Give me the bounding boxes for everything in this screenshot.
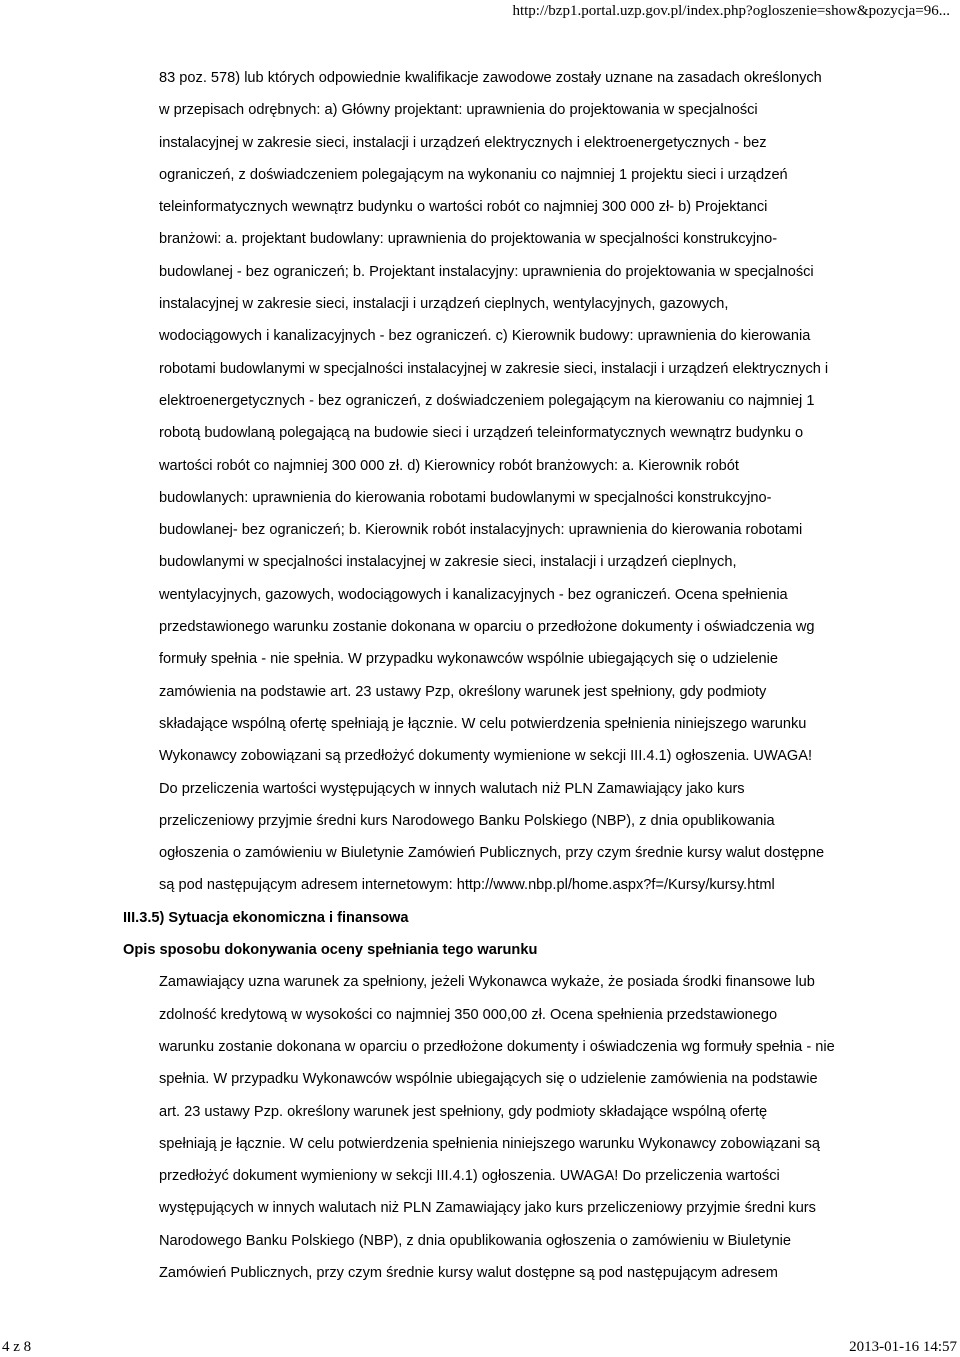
- page-url: http://bzp1.portal.uzp.gov.pl/index.php?ogloszenie=show&pozycja=96...: [512, 3, 950, 19]
- text-line: branżowi: a. projektant budowlany: uprawnienia do projektowania w specjalności konstrukcyjno-: [159, 231, 778, 248]
- text-line: ograniczeń, z doświadczeniem polegającym na wykonaniu co najmniej 1 projektu sieci i urządzeń: [159, 166, 788, 183]
- text-line: spełnia. W przypadku Wykonawców wspólnie ubiegających się o udzielenie zamówienia na podstawie: [159, 1071, 818, 1088]
- text-line: instalacyjnej w zakresie sieci, instalacji i urządzeń cieplnych, wentylacyjnych, gazowych,: [159, 296, 729, 313]
- text-line: Narodowego Banku Polskiego (NBP), z dnia opublikowania ogłoszenia o zamówieniu w Biuletynie: [159, 1232, 791, 1249]
- text-line: są pod następującym adresem internetowym: http://www.nbp.pl/home.aspx?f=/Kursy/kursy.html: [159, 877, 775, 894]
- paragraph-qualifications: [159, 62, 899, 902]
- text-line: w przepisach odrębnych: a) Główny projektant: uprawnienia do projektowania w specjalności: [159, 102, 758, 119]
- text-line: robotą budowlaną polegającą na budowie sieci i urządzeń teleinformatycznych wewnątrz budynku o: [159, 425, 804, 442]
- text-line: formuły spełnia - nie spełnia. W przypadku wykonawców wspólnie ubiegających się o udzielenie: [159, 651, 778, 668]
- text-line: teleinformatycznych wewnątrz budynku o wartości robót co najmniej 300 000 zł- b) Projektanci: [159, 199, 768, 216]
- text-line: ogłoszenia o zamówieniu w Biuletynie Zamówień Publicznych, przy czym średnie kursy walut dostępne: [159, 845, 825, 862]
- text-line: Wykonawcy zobowiązani są przedłożyć dokumenty wymienione w sekcji III.4.1) ogłoszenia. UWAGA!: [159, 748, 813, 765]
- text-line: wodociągowych i kanalizacyjnych - bez ograniczeń. c) Kierownik budowy: uprawnienia do kierowania: [159, 328, 811, 345]
- text-line: budowlanych: uprawnienia do kierowania robotami budowlanymi w specjalności konstrukcyjno-: [159, 489, 772, 506]
- text-line: występujących w innych walutach niż PLN Zamawiający jako kurs przeliczeniowy przyjmie średni kurs: [159, 1200, 816, 1217]
- text-line: przedłożyć dokument wymieniony w sekcji III.4.1) ogłoszenia. UWAGA! Do przeliczenia wartości: [159, 1168, 780, 1185]
- text-line: wentylacyjnych, gazowych, wodociągowych i kanalizacyjnych - bez ograniczeń. Ocena spełnienia: [159, 586, 788, 603]
- text-line: zdolność kredytową w wysokości co najmniej 350 000,00 zł. Ocena spełnienia przedstawionego: [159, 1006, 778, 1023]
- text-line: Zamawiający uzna warunek za spełniony, jeżeli Wykonawca wykaże, że posiada środki finansowe lub: [159, 974, 815, 991]
- text-line: Zamówień Publicznych, przy czym średnie kursy walut dostępne są pod następującym adresem: [159, 1264, 778, 1281]
- text-line: przeliczeniowy przyjmie średni kurs Narodowego Banku Polskiego (NBP), z dnia opublikowania: [159, 812, 775, 829]
- text-line: 83 poz. 578) lub których odpowiednie kwalifikacje zawodowe zostały uznane na zasadach określonych: [159, 70, 822, 86]
- text-line: robotami budowlanymi w specjalności instalacyjnej w zakresie sieci, instalacji i urządzeń elektrycznych i: [159, 360, 829, 377]
- paragraph-financial: [159, 966, 899, 1289]
- text-line: składające wspólną ofertę spełniają je łącznie. W celu potwierdzenia spełnienia niniejszego warunku: [159, 715, 807, 732]
- text-line: elektroenergetycznych - bez ograniczeń, z doświadczeniem polegającym na kierowaniu co najmniej 1: [159, 392, 815, 409]
- document-content: [0, 62, 960, 1289]
- text-line: instalacyjnej w zakresie sieci, instalacji i urządzeń elektrycznych i elektroenergetycznych - bez: [159, 134, 767, 151]
- page-number: 4 z 8: [2, 1339, 32, 1355]
- text-line: budowlanymi w specjalności instalacyjnej w zakresie sieci, instalacji i urządzeń cieplnych,: [159, 554, 737, 571]
- text-line: zamówienia na podstawie art. 23 ustawy Pzp, określony warunek jest spełniony, gdy podmioty: [159, 683, 767, 700]
- text-line: budowlanej- bez ograniczeń; b. Kierownik robót instalacyjnych: uprawnienia do kierowania robotami: [159, 522, 803, 539]
- text-line: przedstawionego warunku zostanie dokonana w oparciu o przedłożone dokumenty i oświadczenia wg: [159, 619, 815, 636]
- section-heading: III.3.5) Sytuacja ekonomiczna i finansowa: [123, 909, 409, 926]
- text-line: art. 23 ustawy Pzp. określony warunek jest spełniony, gdy podmioty składające wspólną ofertę: [159, 1103, 768, 1120]
- text-line: budowlanej - bez ograniczeń; b. Projektant instalacyjny: uprawnienia do projektowania w specjalności: [159, 263, 814, 280]
- section-subheading: Opis sposobu dokonywania oceny spełniania tego warunku: [123, 942, 538, 959]
- print-datetime: 2013-01-16 14:57: [849, 1339, 957, 1355]
- text-line: spełniają je łącznie. W celu potwierdzenia spełnienia niniejszego warunku Wykonawcy zobowiązani są: [159, 1135, 820, 1152]
- text-line: Do przeliczenia wartości występujących w innych walutach niż PLN Zamawiający jako kurs: [159, 780, 745, 797]
- text-line: wartości robót co najmniej 300 000 zł. d) Kierownicy robót branżowych: a. Kierownik robót: [159, 457, 739, 474]
- text-line: warunku zostanie dokonana w oparciu o przedłożone dokumenty i oświadczenia wg formuły spełnia - nie: [159, 1038, 835, 1055]
